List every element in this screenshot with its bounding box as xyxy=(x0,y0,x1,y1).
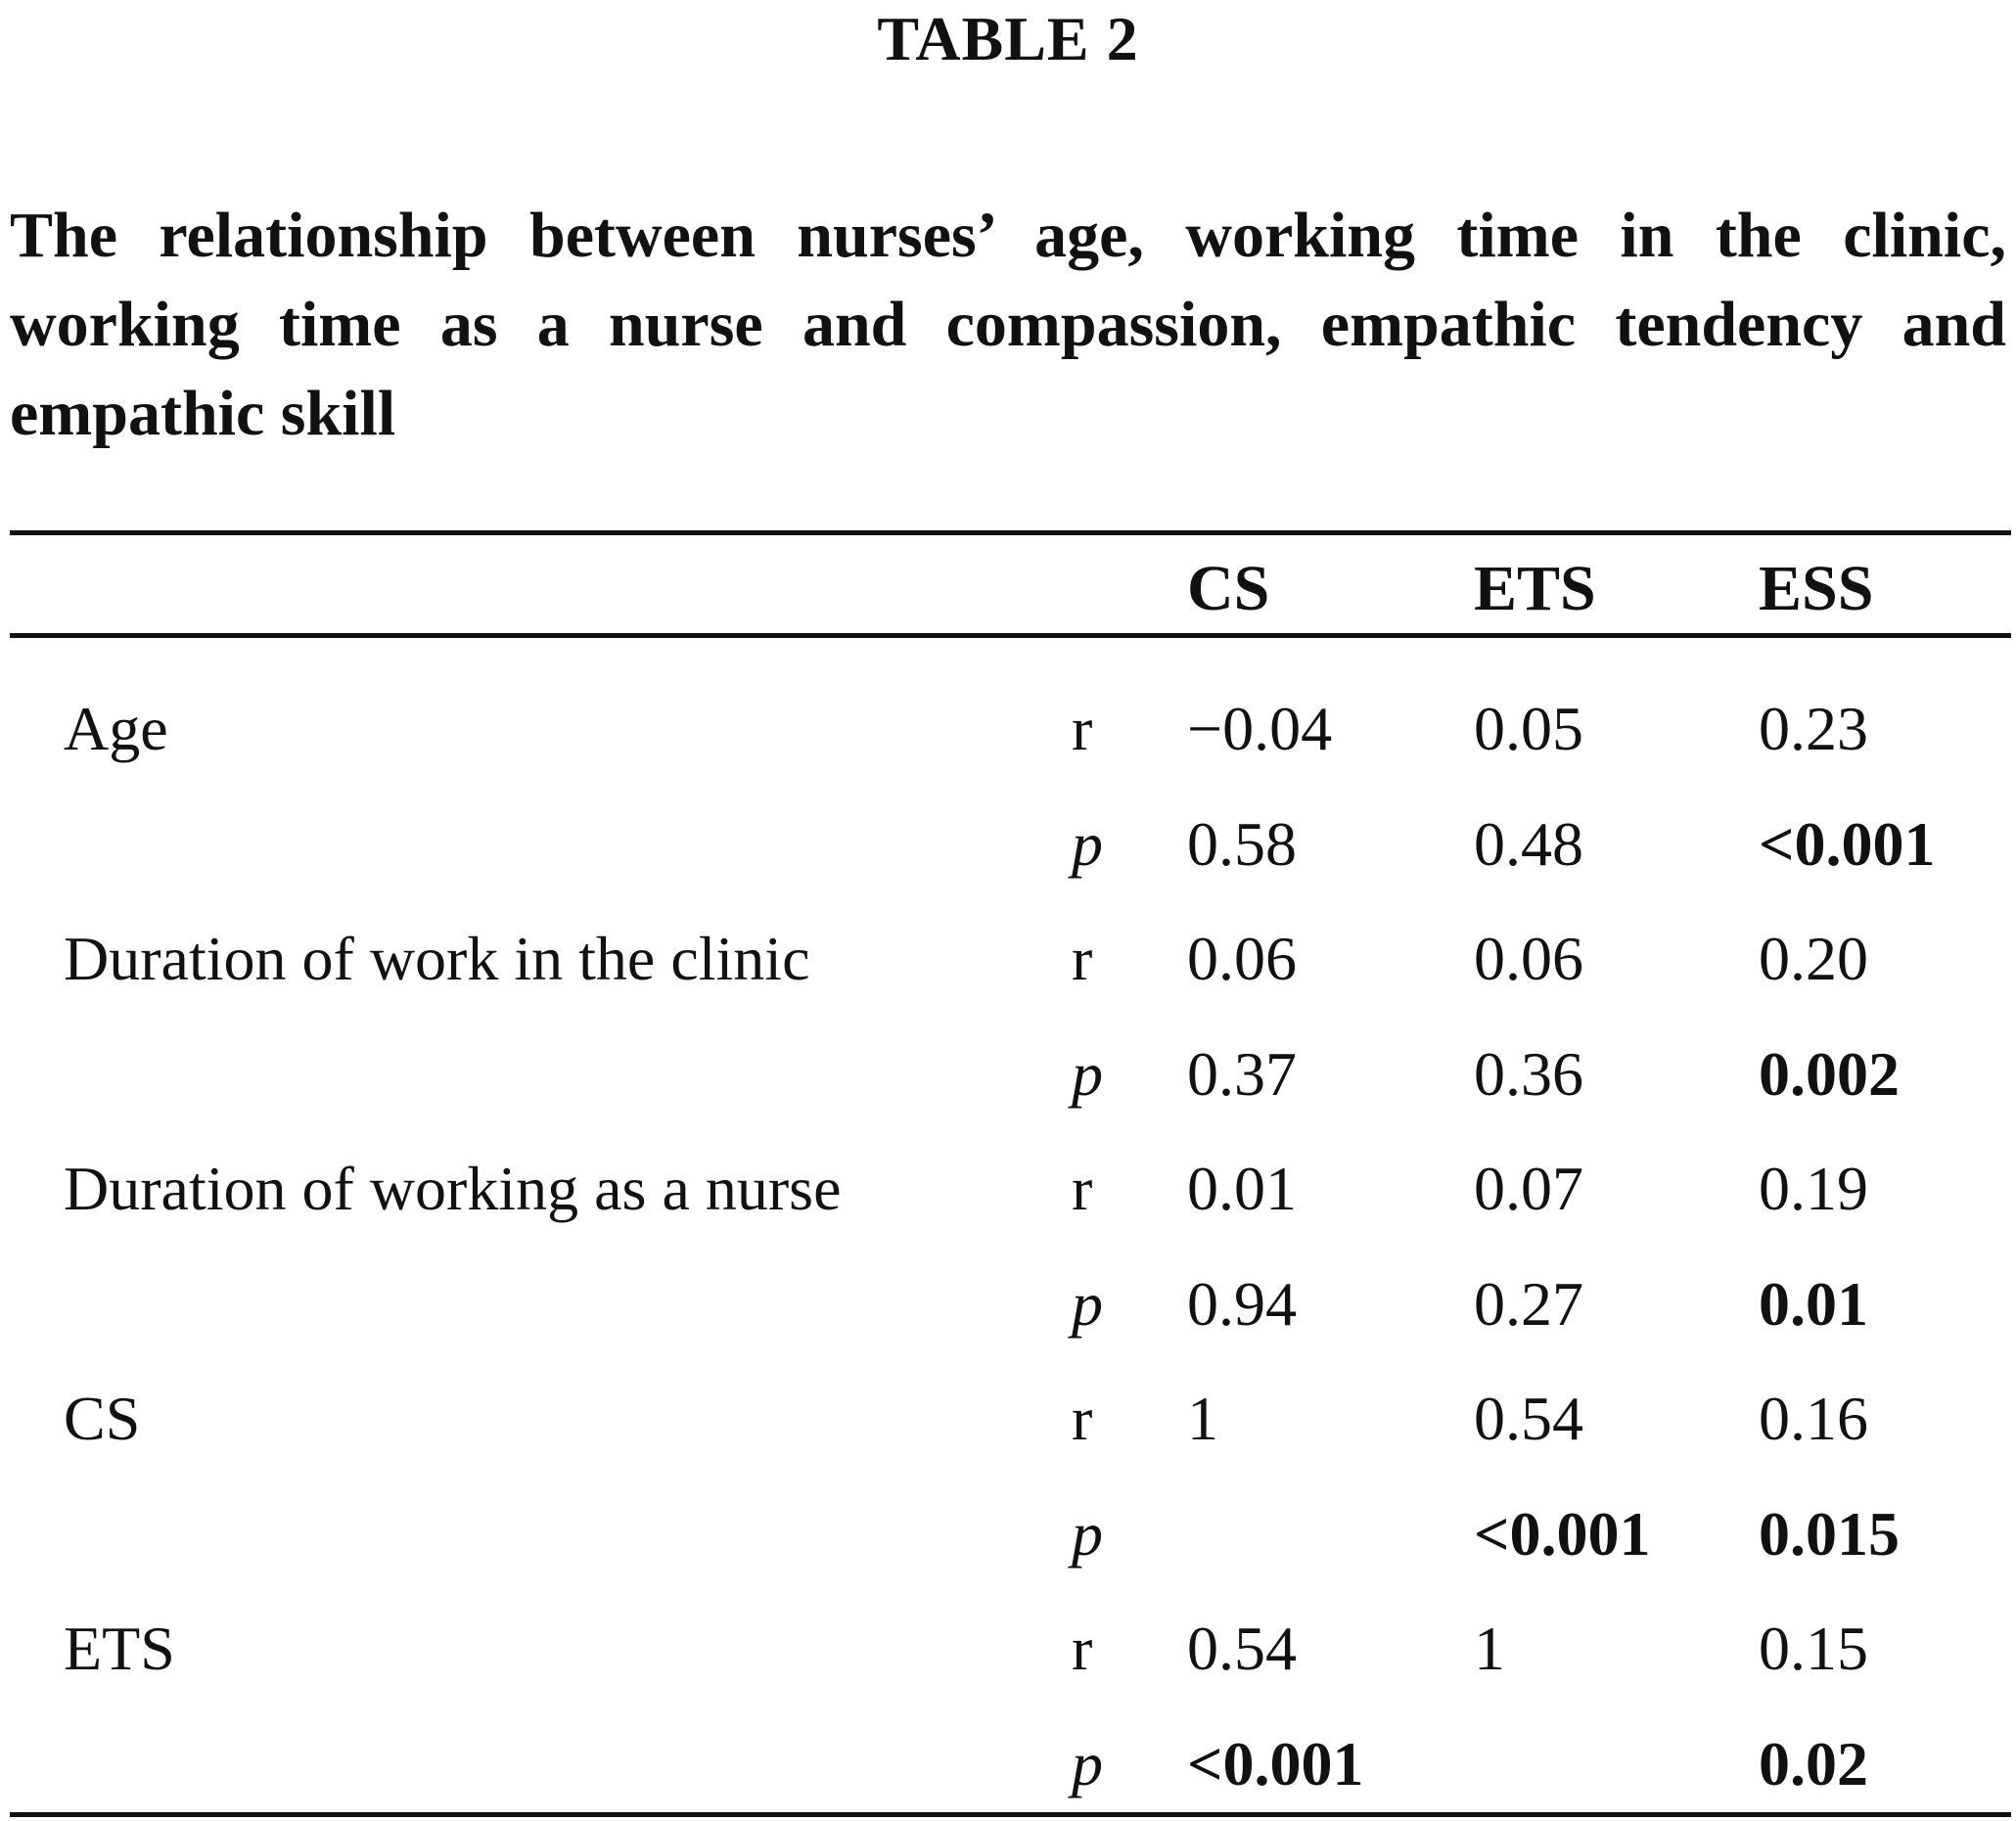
table-caption: The relationship between nurses’ age, working time in the clinic, working time as a nurse and compassion, empathic tendency and empathic skill xyxy=(10,200,2006,449)
cell-ets: 0.36 xyxy=(1474,1039,1583,1109)
cell-ess: 0.23 xyxy=(1759,694,1868,763)
stat-type: r xyxy=(1072,694,1093,763)
cell-cs: <0.001 xyxy=(1187,1729,1364,1798)
cell-ets: 0.05 xyxy=(1474,694,1583,763)
cell-ess: <0.001 xyxy=(1759,809,1936,879)
stat-type: r xyxy=(1072,1614,1093,1683)
cell-ets: 0.54 xyxy=(1474,1384,1583,1453)
table-label: TABLE 2 xyxy=(877,4,1139,73)
cell-ess: 0.15 xyxy=(1759,1614,1868,1683)
cell-ets: 0.06 xyxy=(1474,924,1583,993)
cell-ets: 0.48 xyxy=(1474,809,1583,879)
stat-type: r xyxy=(1072,924,1093,993)
row-label: Duration of work in the clinic xyxy=(64,924,810,993)
cell-cs: 0.58 xyxy=(1187,809,1297,879)
row-label: ETS xyxy=(64,1614,175,1683)
row-label: CS xyxy=(64,1384,141,1453)
table-top-rule xyxy=(10,530,2011,535)
column-header-ets: ETS xyxy=(1474,553,1596,624)
table-bottom-rule xyxy=(10,1812,2011,1817)
cell-ess: 0.002 xyxy=(1759,1039,1900,1109)
row-label: Age xyxy=(64,694,168,763)
cell-ess: 0.02 xyxy=(1759,1729,1868,1798)
row-label: Duration of working as a nurse xyxy=(64,1154,842,1223)
column-header-ess: ESS xyxy=(1759,553,1874,624)
cell-cs: 0.54 xyxy=(1187,1614,1297,1683)
column-header-cs: CS xyxy=(1187,553,1270,624)
stat-type: p xyxy=(1072,809,1103,879)
cell-ess: 0.015 xyxy=(1759,1499,1900,1569)
table-header-rule xyxy=(10,633,2011,638)
cell-ets: <0.001 xyxy=(1474,1499,1651,1569)
stat-type: r xyxy=(1072,1154,1093,1223)
stat-type: p xyxy=(1072,1499,1103,1569)
stat-type: p xyxy=(1072,1269,1103,1339)
stat-type: r xyxy=(1072,1384,1093,1453)
cell-cs: −0.04 xyxy=(1187,694,1333,763)
stat-type: p xyxy=(1072,1039,1103,1109)
cell-cs: 0.01 xyxy=(1187,1154,1297,1223)
cell-cs: 0.37 xyxy=(1187,1039,1297,1109)
cell-cs: 0.06 xyxy=(1187,924,1297,993)
cell-ets: 0.27 xyxy=(1474,1269,1583,1339)
stat-type: p xyxy=(1072,1729,1103,1798)
cell-ets: 0.07 xyxy=(1474,1154,1583,1223)
cell-ess: 0.19 xyxy=(1759,1154,1868,1223)
cell-cs: 0.94 xyxy=(1187,1269,1297,1339)
cell-ess: 0.20 xyxy=(1759,924,1868,993)
cell-ets: 1 xyxy=(1474,1614,1505,1683)
cell-ess: 0.16 xyxy=(1759,1384,1868,1453)
cell-cs: 1 xyxy=(1187,1384,1218,1453)
cell-ess: 0.01 xyxy=(1759,1269,1868,1339)
